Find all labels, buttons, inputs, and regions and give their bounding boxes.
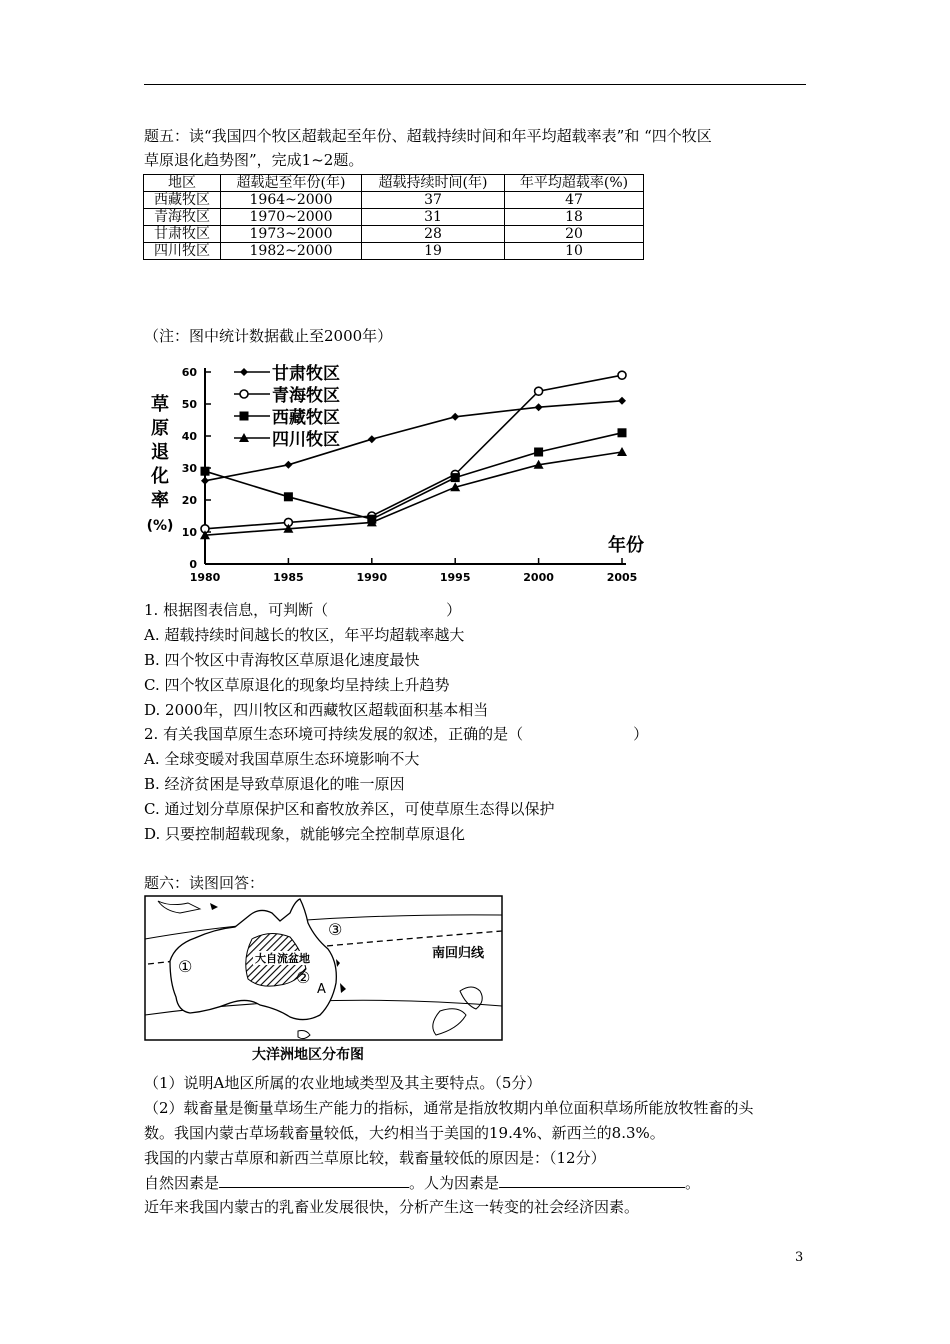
data-point-diamond — [201, 477, 209, 485]
marker-3: ③ — [328, 920, 343, 939]
q6-sub2-line2: 数。我国内蒙古草场载畜量较低，大约相当于美国的19.4%、新西兰的8.3%。 — [144, 1124, 665, 1142]
table-cell: 西藏牧区 — [144, 192, 221, 209]
series-line — [205, 452, 622, 535]
series-line — [205, 433, 622, 519]
y-axis-label-char: (%) — [146, 518, 174, 534]
q6-title: 题六：读图回答： — [144, 874, 265, 892]
q2-option-c: C. 通过划分草原保护区和畜牧放养区，可使草原生态得以保护 — [144, 800, 555, 818]
data-point-square — [451, 473, 460, 482]
data-point-square — [240, 412, 249, 421]
table-cell: 10 — [505, 243, 644, 260]
page-number: 3 — [795, 1250, 804, 1265]
y-tick-label: 50 — [181, 398, 197, 411]
data-point-square — [534, 448, 543, 457]
marker-2: ② — [296, 968, 311, 987]
x-tick-label: 1995 — [439, 571, 471, 584]
q1-option-c: C. 四个牧区草原退化的现象均呈持续上升趋势 — [144, 676, 450, 694]
answer-line-end: 。 — [685, 1174, 701, 1192]
y-tick-label: 20 — [181, 494, 197, 507]
table-row — [144, 226, 644, 243]
q1-option-b: B. 四个牧区中青海牧区草原退化速度最快 — [144, 651, 420, 669]
data-point-diamond — [284, 461, 292, 469]
q1-stem-text: 1. 根据图表信息，可判断（ — [144, 601, 329, 619]
data-point-diamond — [451, 413, 459, 421]
table-header-cell: 地区 — [144, 175, 221, 192]
q6-sub1: （1）说明A地区所属的农业地域类型及其主要特点。（5分） — [144, 1074, 542, 1092]
table-cell: 四川牧区 — [144, 243, 221, 260]
grassland-degradation-chart — [140, 355, 660, 595]
table-header-row — [144, 175, 644, 192]
table-cell: 31 — [362, 209, 505, 226]
data-point-diamond — [368, 435, 376, 443]
chart-note: （注：图中统计数据截止至2000年） — [144, 327, 393, 345]
data-point-square — [201, 467, 210, 476]
data-point-triangle — [617, 447, 627, 456]
table-header-cell: 年平均超载率(%) — [505, 175, 644, 192]
data-point-square — [618, 428, 627, 437]
q1-stem — [144, 600, 461, 620]
q6-answer-line — [144, 1172, 700, 1193]
table-cell: 20 — [505, 226, 644, 243]
q2-stem-end: ） — [633, 725, 649, 743]
data-point-diamond — [618, 397, 626, 405]
y-tick-label: 60 — [181, 366, 197, 379]
y-axis-label-char: 退 — [151, 442, 169, 463]
q1-stem-end: ） — [446, 601, 462, 619]
q2-stem-text: 2. 有关我国草原生态环境可持续发展的叙述，正确的是（ — [144, 725, 524, 743]
q5-intro-line2: 草原退化趋势图”，完成1~2题。 — [144, 151, 364, 169]
q6-sub3: 近年来我国内蒙古的乳畜业发展很快，分析产生这一转变的社会经济因素。 — [144, 1198, 640, 1216]
q2-option-a: A. 全球变暖对我国草原生态环境影响不大 — [144, 750, 420, 768]
table-header-cell: 超载持续时间(年) — [362, 175, 505, 192]
table-cell: 18 — [505, 209, 644, 226]
marker-1: ① — [178, 957, 193, 976]
basin-label: 大自流盆地 — [255, 952, 310, 965]
table-cell: 1964~2000 — [221, 192, 362, 209]
x-tick-label: 1985 — [273, 571, 304, 584]
legend-label: 青海牧区 — [272, 386, 340, 406]
overgrazing-table — [143, 174, 644, 260]
header-rule — [144, 84, 806, 85]
data-point-diamond — [535, 403, 543, 411]
data-point-square — [284, 492, 293, 501]
table-cell: 青海牧区 — [144, 209, 221, 226]
q2-stem — [144, 724, 648, 744]
map-caption: 大洋洲地区分布图 — [252, 1047, 364, 1063]
table-cell: 1970~2000 — [221, 209, 362, 226]
table-cell: 1982~2000 — [221, 243, 362, 260]
series-line — [205, 401, 622, 481]
table-header-cell: 超载起至年份(年) — [221, 175, 362, 192]
x-tick-label: 1990 — [356, 571, 388, 584]
x-tick-label: 2000 — [523, 571, 554, 584]
q2-option-d: D. 只要控制超载现象，就能够完全控制草原退化 — [144, 825, 466, 843]
y-tick-label: 10 — [181, 526, 197, 539]
y-tick-label: 40 — [181, 430, 197, 443]
natural-factor-label: 自然因素是 — [144, 1174, 220, 1192]
table-cell: 甘肃牧区 — [144, 226, 221, 243]
human-factor-label: 。人为因素是 — [409, 1174, 500, 1192]
table-cell: 19 — [362, 243, 505, 260]
q6-sub2-line3: 我国的内蒙古草原和新西兰草原比较，载畜量较低的原因是：（12分） — [144, 1149, 606, 1167]
chart-series-group — [200, 371, 627, 539]
q1-option-d: D. 2000年，四川牧区和西藏牧区超载面积基本相当 — [144, 701, 489, 719]
series-line — [205, 375, 622, 529]
q6-sub2-line1: （2）载畜量是衡量草场生产能力的指标，通常是指放牧期内单位面积草场所能放牧牲畜的头 — [144, 1099, 754, 1117]
table-cell: 47 — [505, 192, 644, 209]
legend-label: 甘肃牧区 — [272, 364, 340, 384]
y-axis-label-char: 率 — [151, 490, 169, 511]
table-cell: 37 — [362, 192, 505, 209]
y-axis-label-char: 草 — [151, 394, 169, 415]
table-cell: 28 — [362, 226, 505, 243]
y-tick-label: 0 — [189, 558, 197, 571]
y-tick-label: 30 — [181, 462, 197, 475]
human-factor-answer-blank[interactable] — [499, 1172, 685, 1188]
table-row — [144, 192, 644, 209]
y-axis-label-char: 化 — [151, 466, 169, 487]
chart-legend — [234, 363, 340, 450]
x-tick-label: 1980 — [189, 571, 221, 584]
data-point-circle — [535, 387, 543, 395]
q5-intro-line1: 题五：读“我国四个牧区超载起至年份、超载持续时间和年平均超载率表”和 “四个牧区 — [144, 127, 712, 145]
natural-factor-answer-blank[interactable] — [219, 1172, 409, 1188]
data-point-circle — [618, 371, 626, 379]
x-tick-label: 2005 — [606, 571, 638, 584]
marker-a: A — [317, 982, 326, 997]
tropic-label: 南回归线 — [432, 946, 485, 961]
q2-option-b: B. 经济贫困是导致草原退化的唯一原因 — [144, 775, 405, 793]
chart-labels — [147, 394, 644, 556]
legend-label: 西藏牧区 — [272, 408, 340, 428]
table-cell: 1973~2000 — [221, 226, 362, 243]
table-row — [144, 209, 644, 226]
x-axis-label: 年份 — [608, 535, 644, 556]
chart-axes — [182, 366, 638, 584]
data-point-diamond — [240, 368, 248, 376]
oceania-map — [140, 893, 510, 1065]
table-row — [144, 243, 644, 260]
q1-option-a: A. 超载持续时间越长的牧区，年平均超载率越大 — [144, 626, 465, 644]
y-axis-label-char: 原 — [151, 418, 169, 439]
data-point-circle — [240, 390, 248, 398]
legend-label: 四川牧区 — [272, 430, 340, 450]
